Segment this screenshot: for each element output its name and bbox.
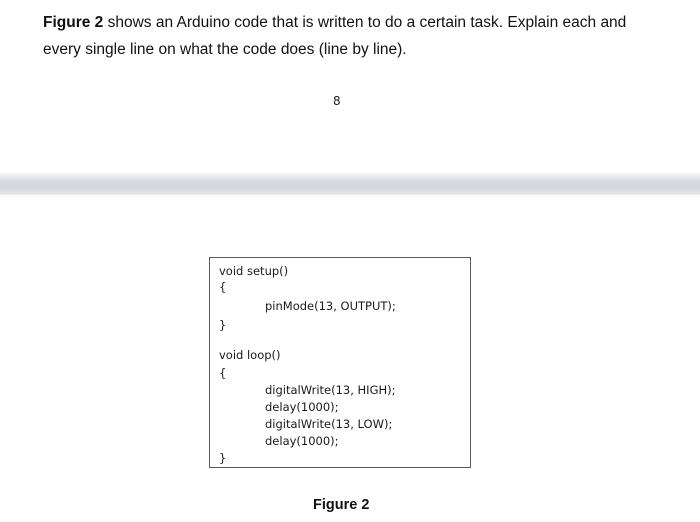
code-line: { xyxy=(219,280,227,294)
code-line: delay(1000); xyxy=(265,434,339,448)
code-listing-box xyxy=(209,257,471,468)
code-line: void loop() xyxy=(219,348,281,362)
code-line: void setup() xyxy=(219,264,289,278)
question-text xyxy=(43,9,663,63)
page-break-divider xyxy=(0,173,700,195)
code-line: pinMode(13, OUTPUT); xyxy=(265,299,396,313)
code-line: digitalWrite(13, LOW); xyxy=(265,417,393,431)
figure-reference: Figure 2 xyxy=(43,14,104,31)
code-line: delay(1000); xyxy=(265,400,339,414)
figure-caption: Figure 2 xyxy=(313,497,370,513)
page-number: 8 xyxy=(333,94,341,108)
code-line: } xyxy=(219,451,227,465)
question-body: shows an Arduino code that is written to do a certain task. Explain each and every single line on what the code does (line by line). xyxy=(43,14,627,58)
code-line: } xyxy=(219,318,227,332)
code-line: digitalWrite(13, HIGH); xyxy=(265,383,396,397)
code-line: { xyxy=(219,366,227,380)
